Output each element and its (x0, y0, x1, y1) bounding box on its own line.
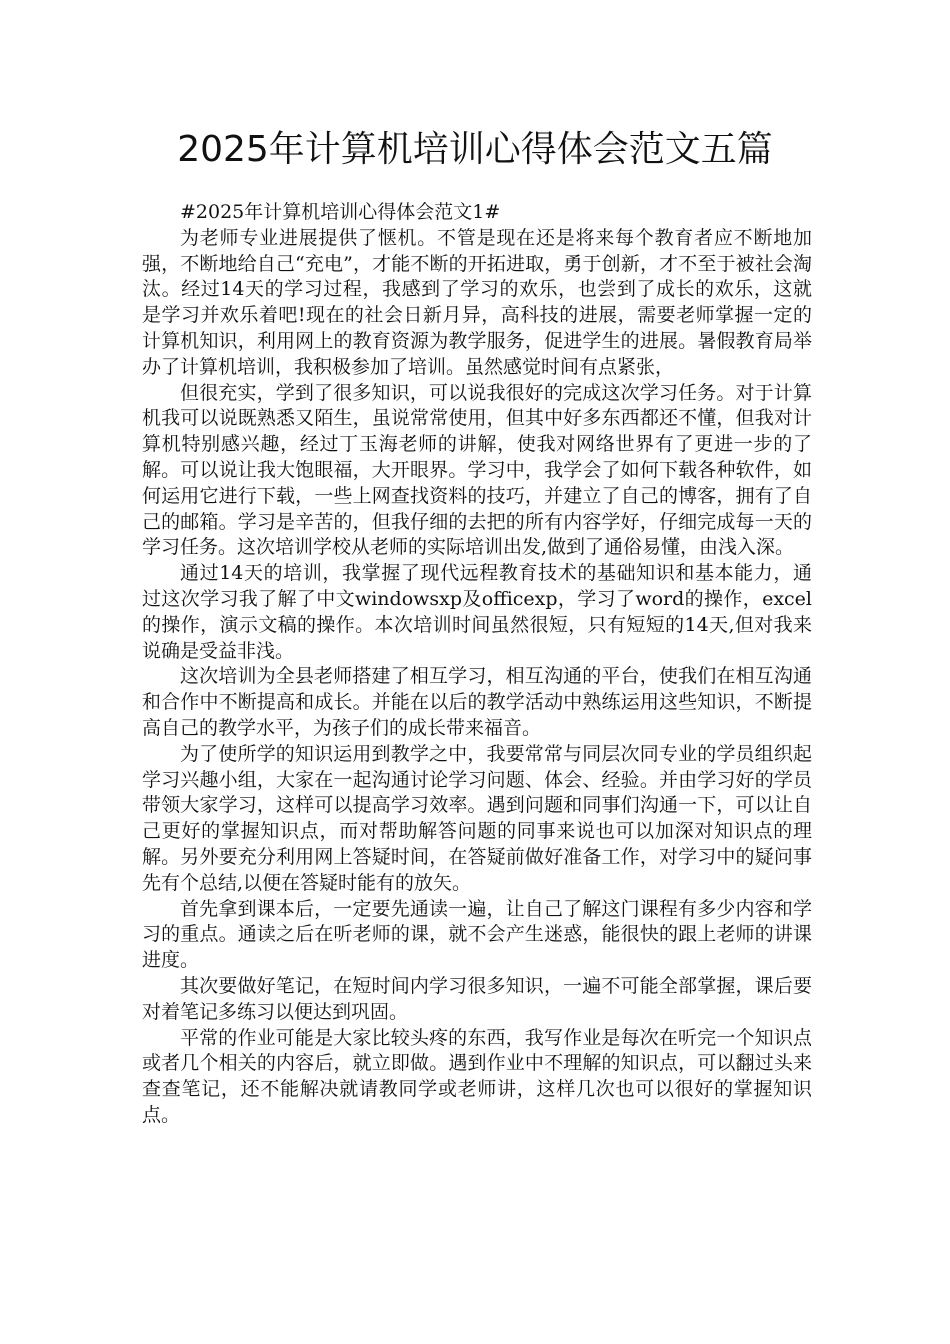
paragraph: 首先拿到课本后，一定要先通读一遍，让自己了解这门课程有多少内容和学习的重点。通读之后在听老师的课，就不会产生迷惑，能很快的跟上老师的讲课进度。 (142, 897, 812, 972)
section-heading: #2025年计算机培训心得体会范文1# (180, 201, 501, 223)
document-body (142, 200, 812, 1129)
paragraph: 其次要做好笔记，在短时间内学习很多知识，一遍不可能全部掌握，课后要对着笔记多练习以便达到巩固。 (142, 974, 812, 1023)
paragraph: 但很充实，学到了很多知识，可以说我很好的完成这次学习任务。对于计算机我可以说既熟悉又陌生，虽说常常使用，但其中好多东西都还不懂，但我对计算机特别感兴趣，经过丁玉海老师的讲解，使我对网络世界有了更进一步的了解。可以说让我大饱眼福，大开眼界。学习中，我学会了如何下载各种软件，如何运用它进行下载，一些上网查找资料的技巧，并建立了自己的博客，拥有了自己的邮箱。学习是辛苦的，但我仔细的去把的所有内容学好，仔细完成每一天的学习任务。这次培训学校从老师的实际培训出发,做到了通俗易懂，由浅入深。 (142, 381, 812, 559)
paragraph: 为了使所学的知识运用到教学之中，我要常常与同层次同专业的学员组织起学习兴趣小组，大家在一起沟通讨论学习问题、体会、经验。并由学习好的学员带领大家学习，这样可以提高学习效率。遇到问题和同事们沟通一下，可以让自己更好的掌握知识点，而对帮助解答问题的同事来说也可以加深对知识点的理解。另外要充分利用网上答疑时间，在答疑前做好准备工作，对学习中的疑问事先有个总结,以便在答疑时能有的放矢。 (142, 742, 812, 894)
paragraph: 为老师专业进展提供了惬机。不管是现在还是将来每个教育者应不断地加强，不断地给自己“充电”，才能不断的开拓进取，勇于创新，才不至于被社会淘汰。经过14天的学习过程，我感到了学习的欢乐，也尝到了成长的欢乐，这就是学习并欢乐着吧!现在的社会日新月异，高科技的进展，需要老师掌握一定的计算机知识，利用网上的教育资源为教学服务，促进学生的进展。暑假教育局举办了计算机培训，我积极参加了培训。虽然感觉时间有点紧张， (142, 226, 812, 378)
document-title: 2025年计算机培训心得体会范文五篇 (177, 129, 773, 170)
paragraph: 这次培训为全县老师搭建了相互学习，相互沟通的平台，使我们在相互沟通和合作中不断提高和成长。并能在以后的教学活动中熟练运用这些知识，不断提高自己的教学水平，为孩子们的成长带来福音。 (142, 665, 812, 739)
paragraph: 通过14天的培训，我掌握了现代远程教育技术的基础知识和基本能力，通过这次学习我了解了中文windowsxp及officexp，学习了word的操作，excel的操作，演示文稿的操作。本次培训时间虽然很短，只有短短的14天,但对我来说确是受益非浅。 (142, 562, 812, 662)
paragraph: 平常的作业可能是大家比较头疼的东西，我写作业是每次在听完一个知识点或者几个相关的内容后，就立即做。遇到作业中不理解的知识点，可以翻过头来查查笔记，还不能解决就请教同学或老师讲，这样几次也可以很好的掌握知识点。 (142, 1026, 812, 1126)
